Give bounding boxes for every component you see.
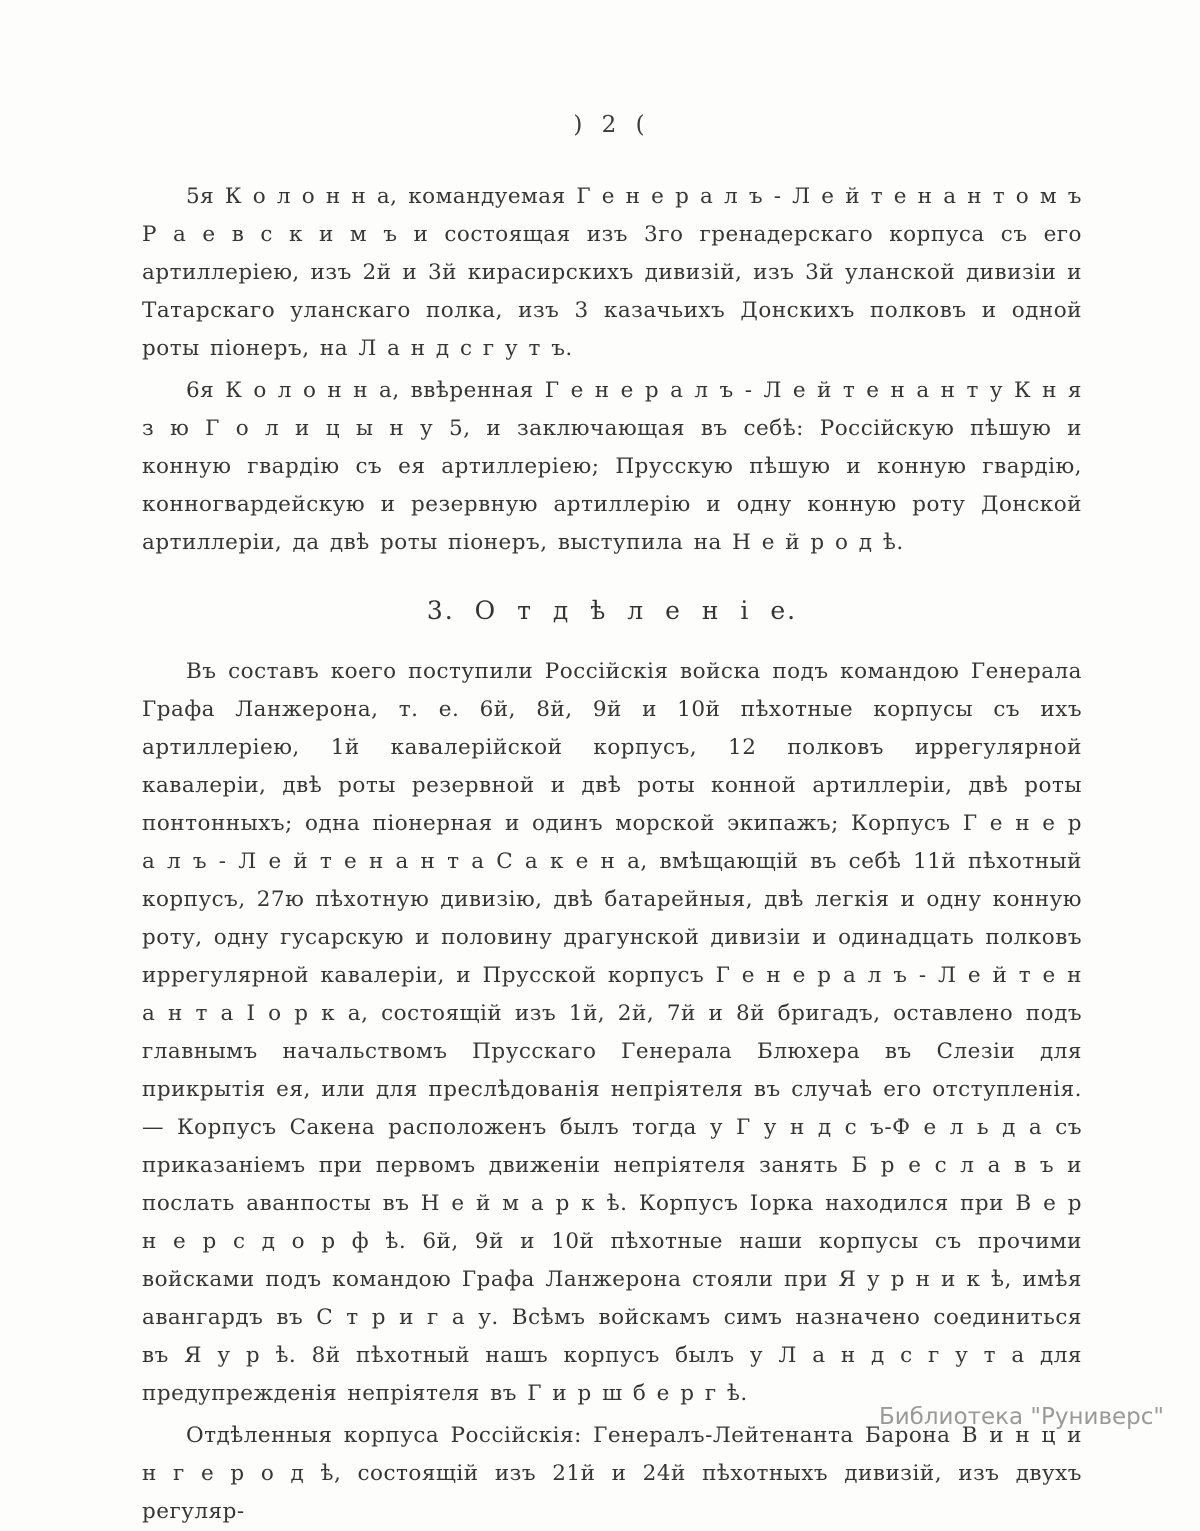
paragraph-section-body: Въ составъ коего поступили Россійскія войска подъ командою Генерала Графа Ланжерона, т. е. 6й, 8й, 9й и 10й пѣхотные корпусы съ ихъ артиллеріею, 1й кавалерійской корпусъ, 12 полковъ иррегулярной кавалеріи, двѣ роты резервной и двѣ роты конной артиллеріи, двѣ роты понтонныхъ; одна піонерная и одинъ морской экипажъ; Корпусъ Г е н е р а л ъ - Л е й т е н а н т а С а к е н а, вмѣщающій въ себѣ 11й пѣхотный корпусъ, 27ю пѣхотную дивизію, двѣ батарейныя, двѣ легкія и одну конную роту, одну гусарскую и половину драгунской дивизіи и одинадцать полковъ иррегулярной кавалеріи, и Прусской корпусъ Г е н е р а л ъ - Л е й т е н а н т а І о р к а, состоящій изъ 1й, 2й, 7й и 8й бригадъ, оставлено подъ главнымъ начальствомъ Прусскаго Генерала Блюхера въ Слезіи для прикрытія ея, или для преслѣдованія непріятеля въ случаѣ его отступленія. — Корпусъ Сакена расположенъ былъ тогда у Г у н д с ъ-Ф е л ь д а съ приказаніемъ при первомъ движеніи непріятеля занять Б р е с л а в ъ и послать аванпосты въ Н е й м а р к ѣ. Корпусъ Іорка находился при В е р н е р с д о р ф ѣ. 6й, 9й и 10й пѣхотные наши корпусы съ прочими войсками подъ командою Графа Ланжерона стояли при Я у р н и к ѣ, имѣя авангардъ въ С т р и г а у. Всѣмъ войскамъ симъ назначено соединиться въ Я у р ѣ. 8й пѣхотный нашъ корпусъ былъ у Л а н д с г у т а для предупрежденія непріятеля въ Г и р ш б е р г ѣ. [142,659,1082,1406]
section-heading: 3. О т д ѣ л е н і е. [426,596,798,625]
page-number-header: ) 2 ( [573,112,651,138]
paragraph-column-5: 5я К о л о н н а, командуемая Г е н е р а л ъ - Л е й т е н а н т о м ъ Р а е в с к и м ъ и состоящая изъ 3го гренадерскаго корпуса съ его артиллеріею, изъ 2й и 3й кирасирскихъ дивизій, изъ 3й уланской дивизіи и Татарскаго уланскаго полка, изъ 3 казачьихъ Донскихъ полковъ и одной роты піонеръ, на Л а н д с г у т ъ. [142,184,1082,361]
library-watermark: Библиотека "Руниверс" [878,1404,1164,1430]
paragraph-column-6: 6я К о л о н н а, ввѣренная Г е н е р а л ъ - Л е й т е н а н т у К н я з ю Г о л и ц ы н у 5, и заключающая въ себѣ: Россійскую пѣшую и конную гвардію съ ея артиллеріею; Прусскую пѣшую и конную гвардію, конногвардейскую и резервную артиллерію и одну конную роту Донской артиллеріи, да двѣ роты піонеръ, выступила на Н е й р о д ѣ. [142,378,1082,555]
paragraph-detached-corps: Отдѣленныя корпуса Россійскія: Генералъ-Лейтенанта Барона В и н ц и н г е р о д ѣ, состоящій изъ 21й и 24й пѣхотныхъ дивизій, изъ двухъ регуляр- [142,1423,1082,1524]
